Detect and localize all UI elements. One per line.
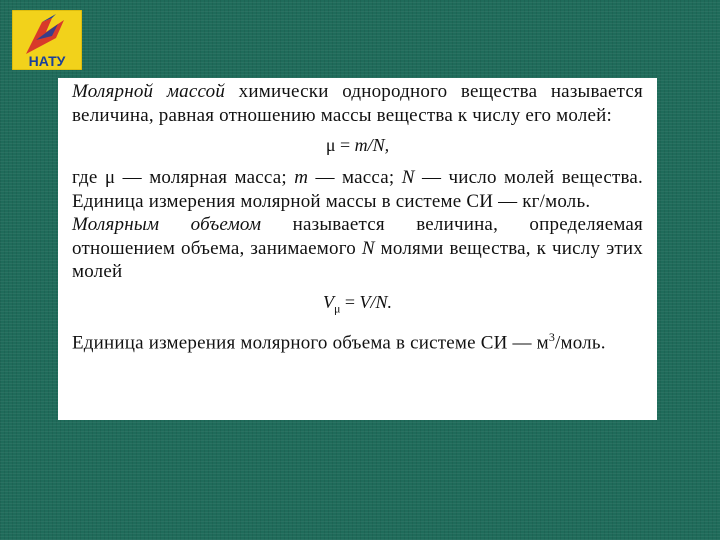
formula1-lhs: μ	[325, 135, 336, 155]
p4-b: /моль.	[555, 332, 606, 354]
p2-n: N	[401, 167, 415, 188]
p4-sup: 3	[548, 330, 556, 345]
p2-a: где μ — молярная масса;	[72, 167, 295, 188]
term-molar-mass: Молярной массой	[72, 81, 226, 102]
p3-n: N	[361, 237, 375, 259]
university-logo	[12, 10, 82, 70]
paragraph-molar-volume-units	[72, 326, 643, 355]
paragraph-molar-mass-definition	[72, 80, 643, 127]
formula2-eq: =	[340, 291, 360, 312]
p4-a: Единица измерения молярного объема в системе СИ — м	[72, 332, 549, 354]
formula2-sub: μ	[333, 301, 341, 316]
formula1-eq: =	[335, 135, 355, 155]
document-panel	[58, 78, 657, 420]
logo-emblem-icon	[12, 10, 82, 70]
formula-molar-volume	[72, 292, 643, 317]
logo-text: НАТУ	[28, 53, 66, 69]
formula1-rhs: m/N,	[354, 135, 390, 155]
p3-b: молями вещества, к числу этих молей	[72, 237, 643, 282]
paragraph-molar-volume-definition	[72, 213, 643, 284]
p3-a: называется величина, определяемая отношением объема, занимаемого	[72, 214, 643, 259]
p1-text: химически однородного вещества называется величина, равная отношению массы вещества к числу его молей:	[72, 81, 643, 126]
formula-molar-mass	[72, 135, 643, 156]
formula2-rhs: V/N.	[359, 291, 393, 312]
paragraph-molar-mass-units	[72, 166, 643, 213]
p2-m: m	[294, 167, 309, 188]
formula2-v: V	[322, 291, 334, 312]
p2-c: — число молей вещества. Единица измерения молярной массы в системе СИ — кг/моль.	[72, 167, 644, 212]
p2-b: — масса;	[308, 167, 402, 188]
term-molar-volume: Молярным объемом	[72, 214, 262, 235]
